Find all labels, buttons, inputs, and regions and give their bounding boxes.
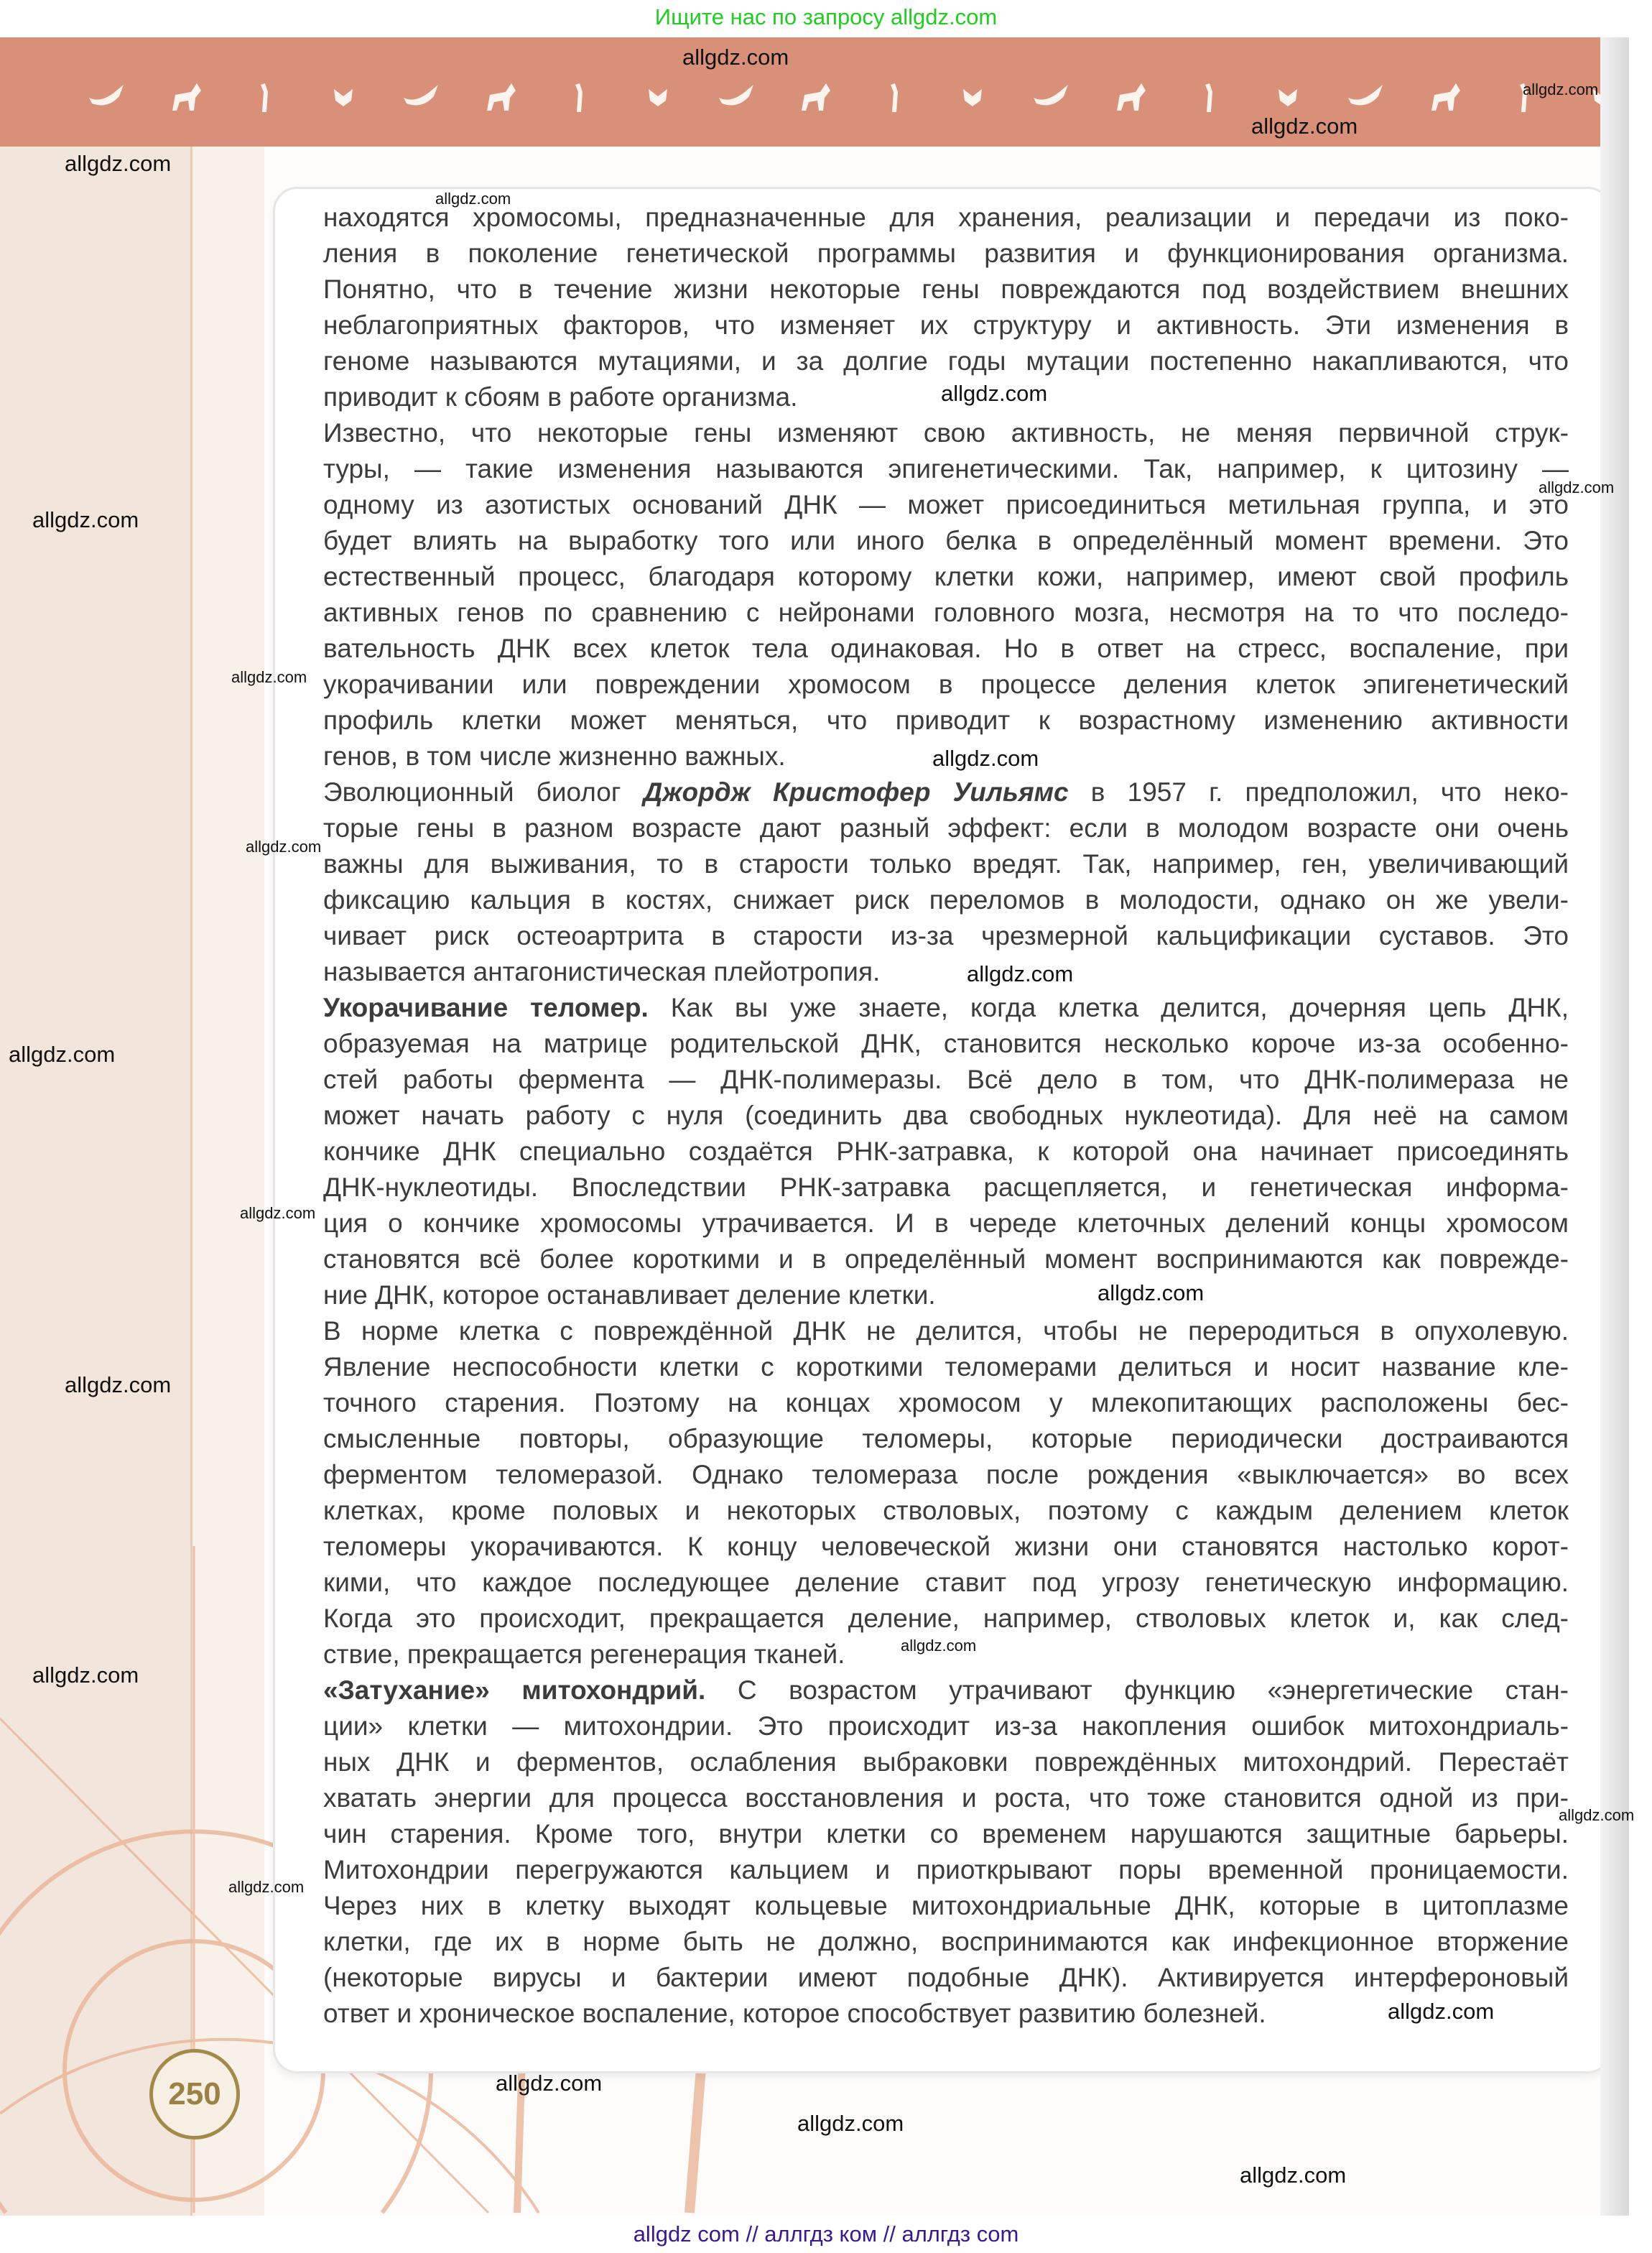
text-span: называется антагонистическая плейотропия. (323, 957, 881, 986)
insect-icon (322, 82, 364, 112)
bird-icon (86, 82, 128, 112)
watermark: allgdz.com (941, 381, 1048, 406)
text-span: профиль клетки может меняться, что приводит к возрастному изменению активности (323, 705, 1569, 735)
text-span: становятся всё более короткими и в определённый момент воспринимаются как поврежде- (323, 1244, 1569, 1274)
text-span: Митохондрии перегружаются кальцием и приоткрывают поры временной проницаемости. (323, 1855, 1569, 1884)
watermark: allgdz.com (1388, 1999, 1495, 2024)
text-span: хватать энергии для процесса восстановления и роста, что тоже становится одной из при- (323, 1783, 1569, 1813)
watermark: allgdz.com (65, 1372, 172, 1397)
deer-icon (165, 82, 207, 112)
watermark: allgdz.com (65, 151, 172, 176)
animal-silhouette-row (86, 82, 1623, 118)
text-span: укорачивании или повреждении хромосом в процессе деления клеток эпигенетический (323, 670, 1569, 699)
bottom-notice-banner: allgdz com // аллгдз ком // аллгдз com (633, 2221, 1019, 2247)
heron-icon (952, 82, 993, 112)
text-line (323, 1744, 1569, 1780)
watermark: allgdz.com (1523, 80, 1599, 98)
text-line (323, 1313, 1569, 1349)
scorpion-icon (794, 82, 836, 112)
text-span: одному из азотистых оснований ДНК — может присоединиться метильная группа, и это (323, 490, 1569, 519)
text-line (323, 846, 1569, 882)
horse-icon (873, 82, 915, 112)
text-span: туры, — такие изменения называются эпигенетическими. Так, например, к цитозину — (323, 454, 1569, 484)
text-line (323, 1960, 1569, 1996)
text-line (323, 307, 1569, 343)
text-line (323, 1062, 1569, 1098)
text-line (323, 1241, 1569, 1277)
text-line (323, 774, 1569, 810)
text-line (323, 1708, 1569, 1744)
text-span: образуемая на матрице родительской ДНК, становится несколько короче из-за особенно- (323, 1029, 1569, 1058)
watermark: allgdz.com (1559, 1806, 1635, 1824)
insect-icon (1267, 82, 1309, 112)
text-line (323, 487, 1569, 523)
text-span: ция о кончике хромосомы утрачивается. И в череде клеточных делений концы хромосом (323, 1208, 1569, 1238)
text-span: ферментом теломеразой. Однако теломераза после рождения «выключается» во всех (323, 1460, 1569, 1489)
text-span: активных генов по сравнению с нейронами головного мозга, несмотря на то что последо- (323, 598, 1569, 627)
text-line (323, 1852, 1569, 1888)
text-line (323, 1601, 1569, 1637)
text-line (323, 1816, 1569, 1852)
text-span: в 1957 г. предположил, что неко- (1068, 777, 1569, 807)
text-span: Явление неспособности клетки с короткими теломерами делиться и носит название кле- (323, 1352, 1569, 1382)
text-line (323, 918, 1569, 954)
text-span: находятся хромосомы, предназначенные для хранения, реализации и передачи из поко- (323, 203, 1569, 232)
antelope-icon (558, 82, 600, 112)
text-line (323, 954, 1569, 990)
watermark: allgdz.com (967, 961, 1074, 986)
text-line (323, 451, 1569, 487)
text-line (323, 990, 1569, 1026)
text-span: чивает риск остеоартрита в старости из-за чрезмерной кальцификации суставов. Это (323, 921, 1569, 950)
header-band (0, 37, 1629, 147)
text-span: (некоторые вирусы и бактерии имеют подобные ДНК). Активируется интерфероновый (323, 1963, 1569, 1992)
text-span: будет влиять на выработку того или иного белка в определённый момент времени. Это (323, 526, 1569, 555)
text-span: Когда это происходит, прекращается деление, например, стволовых клеток и, как след- (323, 1604, 1569, 1633)
giraffe-icon (243, 82, 285, 112)
text-line (323, 1277, 1569, 1313)
watermark: allgdz.com (32, 507, 139, 532)
search-notice-banner: Ищите нас по запросу allgdz.com (654, 4, 998, 29)
deer-icon (1110, 82, 1151, 112)
watermark: allgdz.com (1539, 478, 1615, 496)
text-line (323, 1206, 1569, 1241)
text-line (323, 1349, 1569, 1385)
text-line (323, 1780, 1569, 1816)
text-span: ДНК-нуклеотиды. Впоследствии РНК-затравка расщепляется, и генетическая информа- (323, 1172, 1569, 1202)
watermark: allgdz.com (32, 1662, 139, 1688)
watermark: allgdz.com (240, 1204, 316, 1222)
text-line (323, 1170, 1569, 1206)
text-span: чин старения. Кроме того, внутри клетки со временем нарушаются защитные барьеры. (323, 1819, 1569, 1849)
text-line (323, 1385, 1569, 1421)
text-span: естественный процесс, благодаря которому клетки кожи, например, имеют свой профиль (323, 562, 1569, 591)
text-line (323, 810, 1569, 846)
text-span: Эволюционный биолог (323, 777, 644, 807)
body-text (323, 200, 1569, 2032)
text-span: Известно, что некоторые гены изменяют свою активность, не меняя первичной струк- (323, 418, 1569, 448)
text-line (323, 559, 1569, 595)
emphasized-text: Джордж Кристофер Уильямс (643, 777, 1069, 807)
watermark: allgdz.com (1240, 2162, 1347, 2188)
text-span: вательность ДНК всех клеток тела одинаковая. Но в ответ на стресс, воспаление, при (323, 634, 1569, 663)
text-span: генов, в том числе жизненно важных. (323, 741, 786, 771)
text-span: клетки, где их в норме быть не должно, воспринимаются как инфекционное вторжение (323, 1927, 1569, 1956)
text-line (323, 272, 1569, 307)
emphasized-text: Укорачивание теломер. (323, 993, 649, 1022)
text-line (323, 1098, 1569, 1134)
text-line (323, 1421, 1569, 1457)
text-span: С возрастом утрачивают функцию «энергетические стан- (705, 1675, 1569, 1705)
text-span: точного старения. Поэтому на концах хромосом у млекопитающих расположены бес- (323, 1388, 1569, 1417)
text-span: теломеры укорачиваются. К концу человеческой жизни они становятся настолько корот- (323, 1532, 1569, 1561)
watermark: allgdz.com (1251, 114, 1358, 139)
page-number: 250 (149, 2049, 240, 2139)
text-line (323, 343, 1569, 379)
bird-icon (1031, 82, 1072, 112)
text-line (323, 1565, 1569, 1601)
butterfly-icon (637, 82, 679, 112)
text-span: геноме называются мутациями, и за долгие годы мутации постепенно накапливаются, что (323, 346, 1569, 376)
text-span: ления в поколение генетической программы развития и функционирования организма. (323, 239, 1569, 268)
watermark: allgdz.com (901, 1637, 977, 1655)
text-line (323, 882, 1569, 918)
text-span: ных ДНК и ферментов, ослабления выбраковки повреждённых митохондрий. Перестаёт (323, 1747, 1569, 1777)
text-line (323, 1673, 1569, 1708)
text-span: ции» клетки — митохондрии. Это происходит из-за накопления ошибок митохондриаль- (323, 1711, 1569, 1741)
text-span: В норме клетка с повреждённой ДНК не делится, чтобы не переродиться в опухолевую. (323, 1316, 1569, 1346)
text-line (323, 1026, 1569, 1062)
watermark: allgdz.com (246, 838, 322, 856)
text-span: клетках, кроме половых и некоторых стволовых, поэтому с каждым делением клеток (323, 1496, 1569, 1525)
giraffe-icon (1188, 82, 1230, 112)
text-span: Через них в клетку выходят кольцевые митохондриальные ДНК, которые в цитоплазме (323, 1891, 1569, 1920)
text-line (323, 631, 1569, 667)
watermark: allgdz.com (932, 746, 1039, 771)
text-line (323, 1457, 1569, 1493)
emphasized-text: «Затухание» митохондрий. (323, 1675, 706, 1705)
text-line (323, 1924, 1569, 1960)
watermark: allgdz.com (1098, 1280, 1205, 1305)
text-line (323, 1134, 1569, 1170)
kangaroo-icon (480, 82, 521, 112)
rhino-icon (716, 82, 758, 112)
text-line (323, 236, 1569, 272)
text-span: может начать работу с нуля (соединить два свободных нуклеотида). Для неё на самом (323, 1101, 1569, 1130)
text-span: Понятно, что в течение жизни некоторые гены повреждаются под воздействием внешних (323, 274, 1569, 304)
text-span: Как вы уже знаете, когда клетка делится, дочерняя цепь ДНК, (648, 993, 1569, 1022)
text-line (323, 1529, 1569, 1565)
text-span: приводит к сбоям в работе организма. (323, 382, 798, 412)
text-span: кими, что каждое последующее деление ставит под угрозу генетическую информацию. (323, 1568, 1569, 1597)
text-span: стей работы фермента — ДНК-полимеразы. Всё дело в том, что ДНК-полимераза не (323, 1065, 1569, 1094)
text-line (323, 595, 1569, 631)
text-line (323, 1996, 1569, 2032)
bull-icon (1345, 82, 1387, 112)
text-line (323, 1888, 1569, 1924)
text-span: ответ и хроническое воспаление, которое способствует развитию болезней. (323, 1999, 1266, 2028)
text-span: торые гены в разном возрасте дают разный эффект: если в молодом возрасте они очень (323, 813, 1569, 843)
text-span: ние ДНК, которое останавливает деление клетки. (323, 1280, 936, 1310)
text-span: неблагоприятных факторов, что изменяет их структуру и активность. Эти изменения в (323, 310, 1569, 340)
text-span: важны для выживания, то в старости только вредят. Так, например, ген, увеличивающий (323, 849, 1569, 879)
watermark: allgdz.com (496, 2071, 603, 2096)
text-line (323, 415, 1569, 451)
text-line (323, 667, 1569, 703)
text-span: ствие, прекращается регенерация тканей. (323, 1639, 845, 1669)
watermark: allgdz.com (797, 2111, 904, 2136)
text-span: кончике ДНК специально создаётся РНК-затравка, к которой она начинает присоединять (323, 1137, 1569, 1166)
text-line (323, 1493, 1569, 1529)
watermark: allgdz.com (9, 1042, 116, 1067)
text-line (323, 523, 1569, 559)
watermark: allgdz.com (231, 668, 307, 686)
text-span: фиксацию кальция в костях, снижает риск переломов в молодости, однако он же увели- (323, 885, 1569, 915)
text-line (323, 703, 1569, 739)
watermark: allgdz.com (682, 45, 789, 70)
text-span: смысленные повторы, образующие теломеры, которые периодически достраиваются (323, 1424, 1569, 1453)
kangaroo-icon (1424, 82, 1466, 112)
watermark: allgdz.com (435, 190, 511, 208)
page-fold-shadow (1600, 37, 1629, 2216)
watermark: allgdz.com (228, 1878, 305, 1896)
bull-icon (401, 82, 442, 112)
